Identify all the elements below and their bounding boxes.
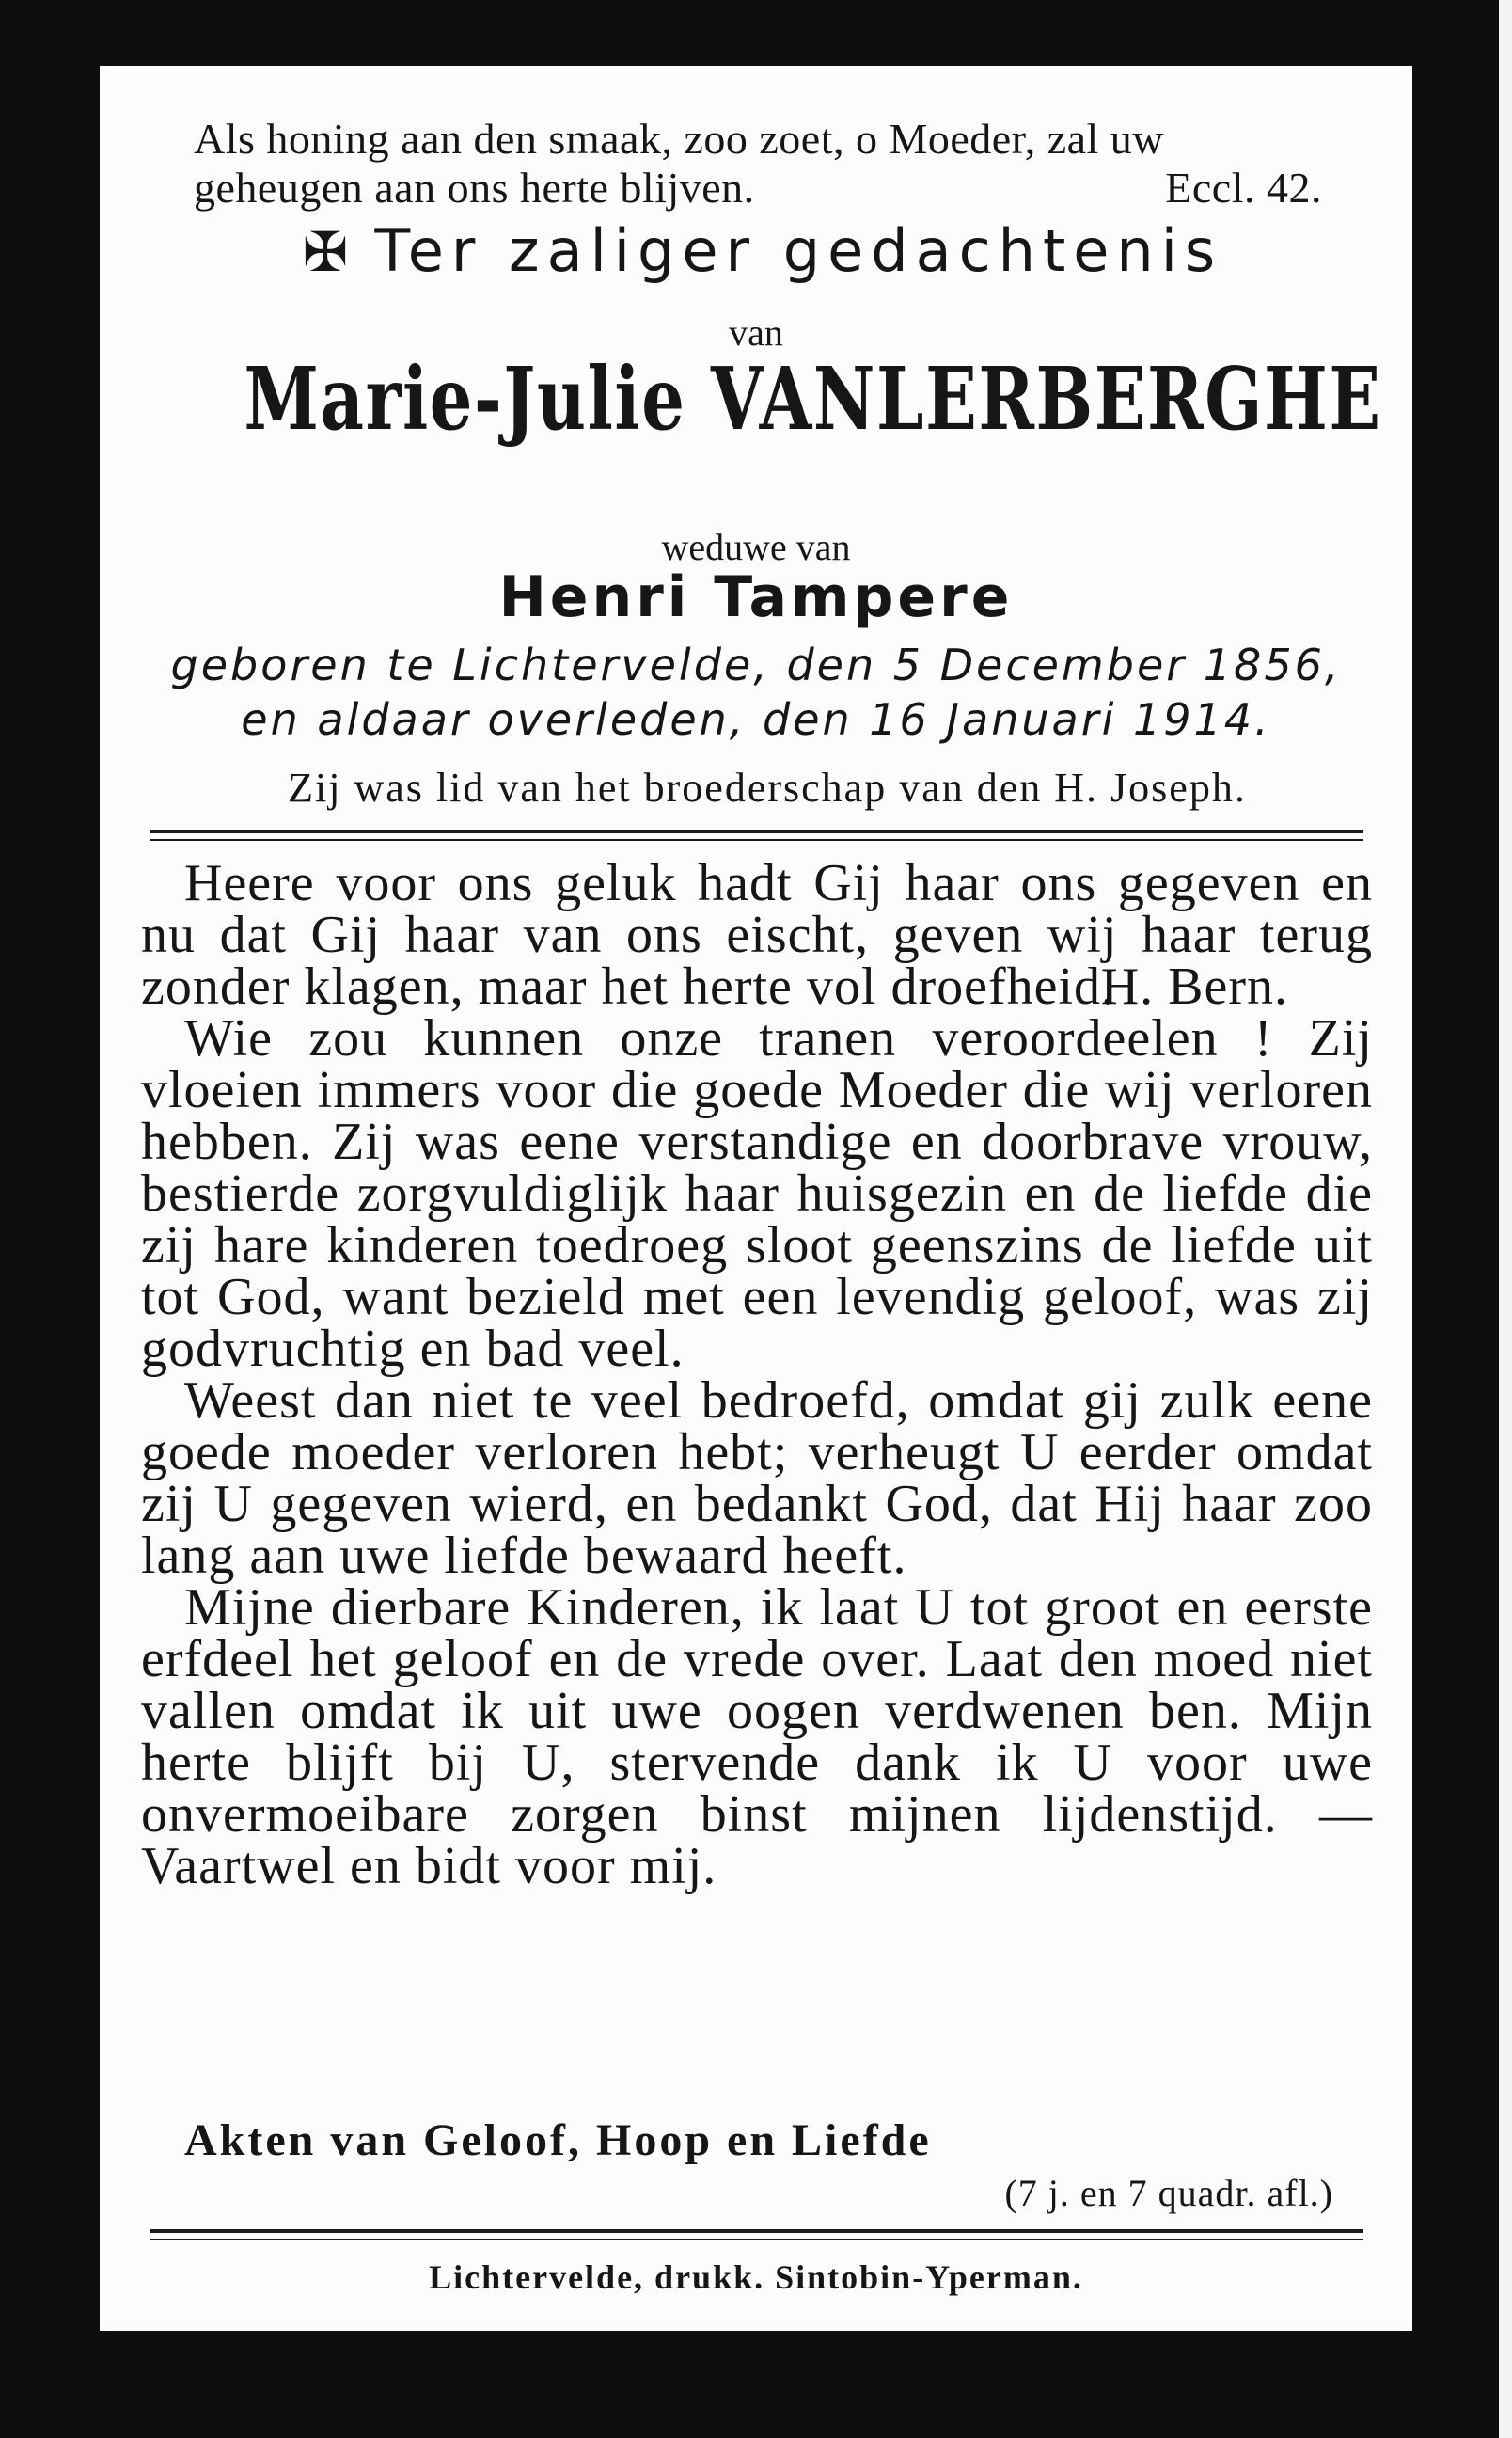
divider-bottom: [150, 2229, 1363, 2233]
epigraph-text: geheugen aan ons herte blijven.: [194, 164, 755, 212]
body-paragraph-2: Wie zou kunnen onze tranen veroordeelen ! Zij vloeien immers voor die goede Moeder die wij verloren hebben. Zij was eene verstandige en doorbrave vrouw, bestierde zorgvuldiglijk haar huisgezin en de liefde die zij hare kinderen toedroeg sloot geenszins de liefde uit tot God, want bezield met een levendig geloof, was zij godvruchtig en bad veel.: [141, 1009, 1373, 1378]
memorial-card-paper: [100, 66, 1412, 2331]
body-paragraph-4: Mijne dierbare Kinderen, ik laat U tot groot en eerste erfdeel het geloof en de vrede over. Laat den moed niet vallen omdat ik uit uwe oogen verdwenen ben. Mijn herte blijft bij U, stervende dank ik U voor uwe onvermoeibare zorgen binst mijnen lijdenstijd. — Vaartwel en bidt voor mij.: [141, 1578, 1373, 1895]
acts-title: Akten van Geloof, Hoop en Liefde: [184, 2115, 932, 2165]
deceased-name: Marie-Julie VANLERBERGHE: [244, 348, 1382, 450]
birth-line: geboren te Lichtervelde, den 5 December 1856,: [170, 640, 1342, 690]
epigraph-line-1: Als honing aan den smaak, zoo zoet, o Moeder, zal uw: [194, 115, 1165, 163]
spouse-name: Henri Tampere: [498, 564, 1014, 630]
card-edge: [1499, 0, 1512, 2438]
divider-top-thin: [150, 839, 1363, 841]
divider-top: [150, 830, 1363, 833]
memorial-title: Ter zaliger gedachtenis: [374, 216, 1223, 285]
widow-of-label: weduwe van: [661, 526, 851, 568]
acts-indulgence: (7 j. en 7 quadr. afl.): [1004, 2172, 1333, 2214]
maltese-cross-icon: ✠: [302, 220, 356, 284]
quote-source: H. Bern.: [1100, 958, 1288, 1016]
body-paragraph-3: Weest dan niet te veel bedroefd, omdat gij zulk eene goede moeder verloren hebt; verheugt U eerder omdat zij U gegeven wierd, en bedankt God, dat Hij haar zoo lang aan uwe liefde bewaard heeft.: [141, 1371, 1373, 1585]
van-label: van: [729, 311, 783, 354]
divider-bottom-thin: [150, 2239, 1363, 2240]
death-line: en aldaar overleden, den 16 Januari 1914.: [241, 694, 1271, 745]
epigraph: [194, 115, 1360, 213]
printer-imprint: Lichtervelde, drukk. Sintobin-Yperman.: [429, 2258, 1083, 2296]
body-quote: Heere voor ons geluk hadt Gij haar ons gegeven en nu dat Gij haar van ons eischt, geven wij haar terug zonder klagen, maar het herte vol droefheid.: [141, 854, 1373, 1016]
brotherhood-line: Zij was lid van het broederschap van den H. Joseph.: [288, 765, 1247, 811]
body-text: [141, 854, 1373, 1895]
memorial-heading: [222, 216, 1303, 285]
epigraph-source: Eccl. 42.: [1165, 164, 1322, 212]
epigraph-line-2: [194, 164, 1360, 213]
